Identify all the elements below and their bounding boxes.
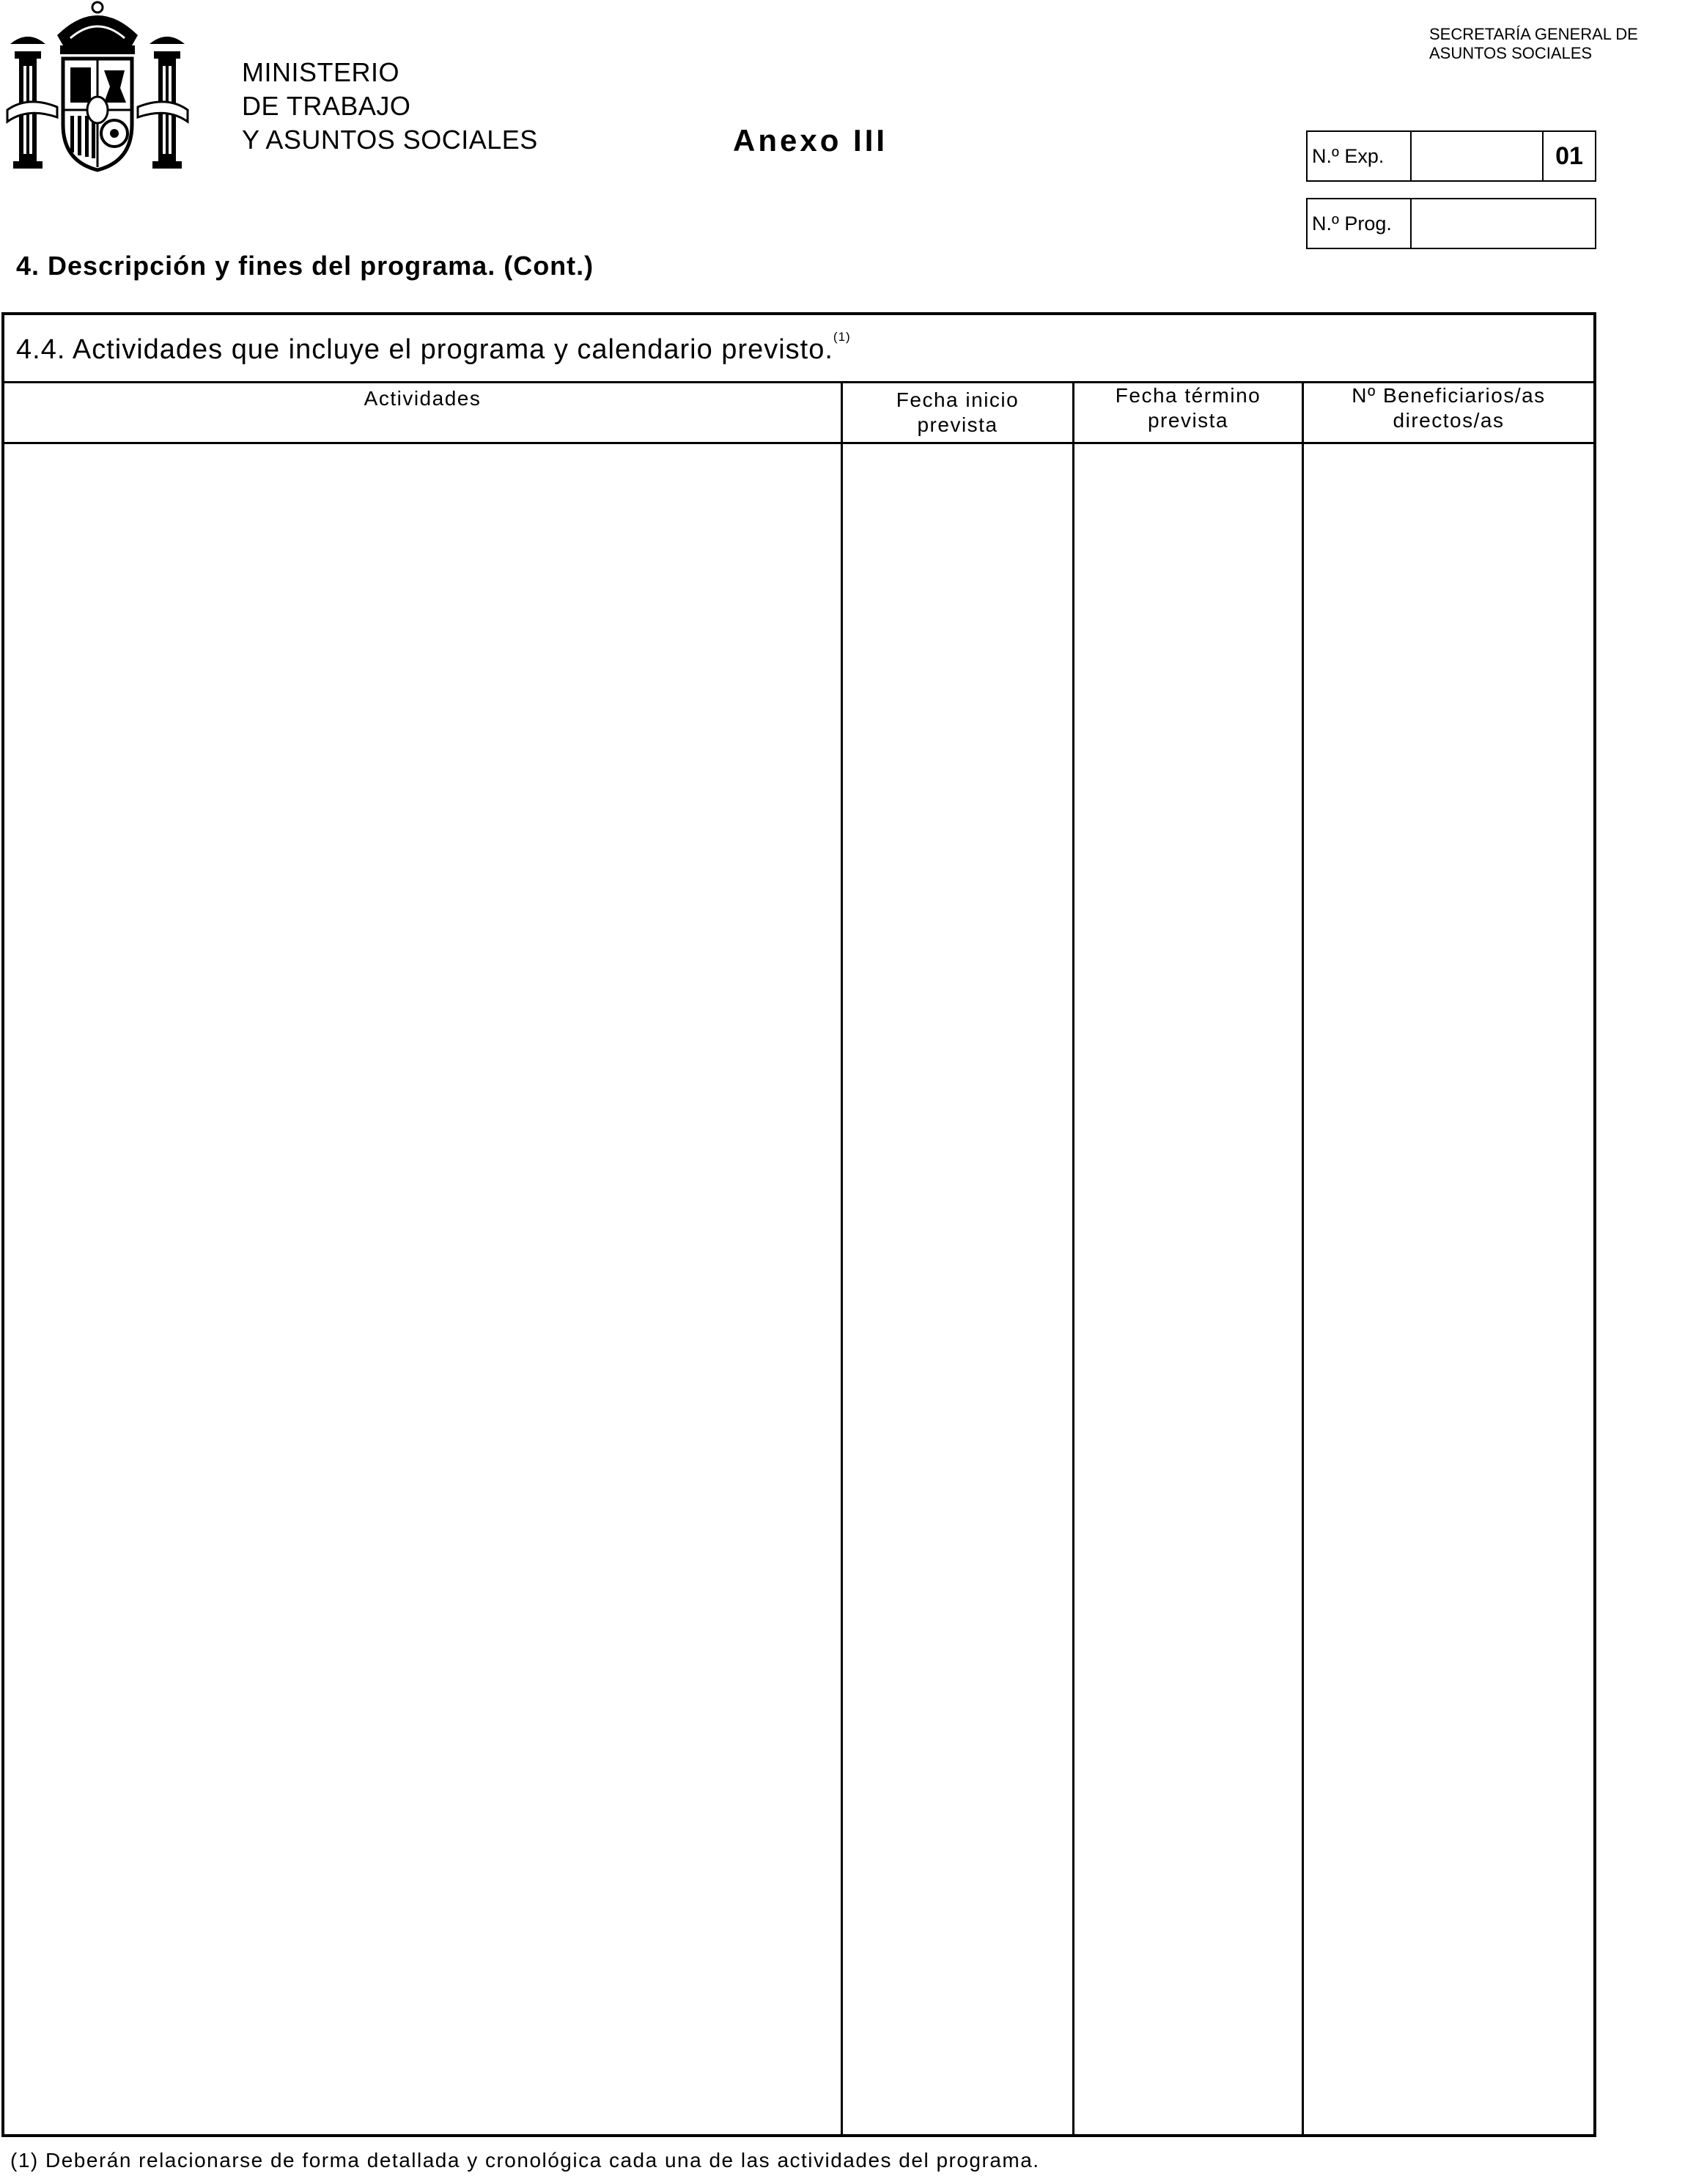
coat-of-arms-icon [6,0,189,176]
ministry-name [242,56,538,157]
ministry-line-2: DE TRABAJO [242,91,411,121]
column-divider-1 [841,381,843,2134]
annex-title: Anexo III [733,123,888,158]
column-header-actividades-line-1: Actividades [364,387,482,410]
table-header-row [4,381,1593,444]
form-title-text: 4.4. Actividades que incluye el programa y calendario previsto. [16,334,833,365]
expediente-number-field[interactable] [1412,132,1544,180]
column-divider-3 [1302,381,1304,2134]
program-label: N.º Prog. [1308,199,1412,248]
activities-form [1,312,1596,2137]
expediente-label: N.º Exp. [1308,132,1412,180]
form-title-note: (1) [833,330,851,344]
column-header-fecha-inicio [843,383,1072,442]
footnote: (1) Deberán relacionarse de forma detallada y cronológica cada una de las actividades del programa. [10,2149,1040,2172]
expediente-number-box [1306,130,1596,182]
secretaria-name [1429,25,1638,63]
expediente-code: 01 [1555,141,1583,170]
column-header-beneficiarios-line-2: directos/as [1393,409,1505,432]
form-title [16,330,851,366]
column-header-fecha-termino-line-2: prevista [1147,409,1229,432]
ministry-line-3: Y ASUNTOS SOCIALES [242,125,538,155]
ministry-line-1: MINISTERIO [242,57,400,87]
column-header-beneficiarios-line-1: Nº Beneficiarios/as [1352,384,1546,407]
column-header-fecha-termino-line-1: Fecha término [1115,384,1261,407]
column-header-fecha-inicio-line-1: Fecha inicio [896,388,1020,411]
program-number-field[interactable] [1412,199,1595,248]
column-divider-2 [1072,381,1074,2134]
secretaria-line-2: ASUNTOS SOCIALES [1429,44,1593,62]
column-header-beneficiarios [1304,383,1593,442]
section-title: 4. Descripción y fines del programa. (Cont.) [16,251,594,281]
program-number-box [1306,198,1596,249]
column-header-fecha-termino [1074,383,1302,442]
column-header-fecha-inicio-line-2: prevista [917,413,998,436]
secretaria-line-1: SECRETARÍA GENERAL DE [1429,25,1638,43]
column-header-actividades [4,383,841,442]
